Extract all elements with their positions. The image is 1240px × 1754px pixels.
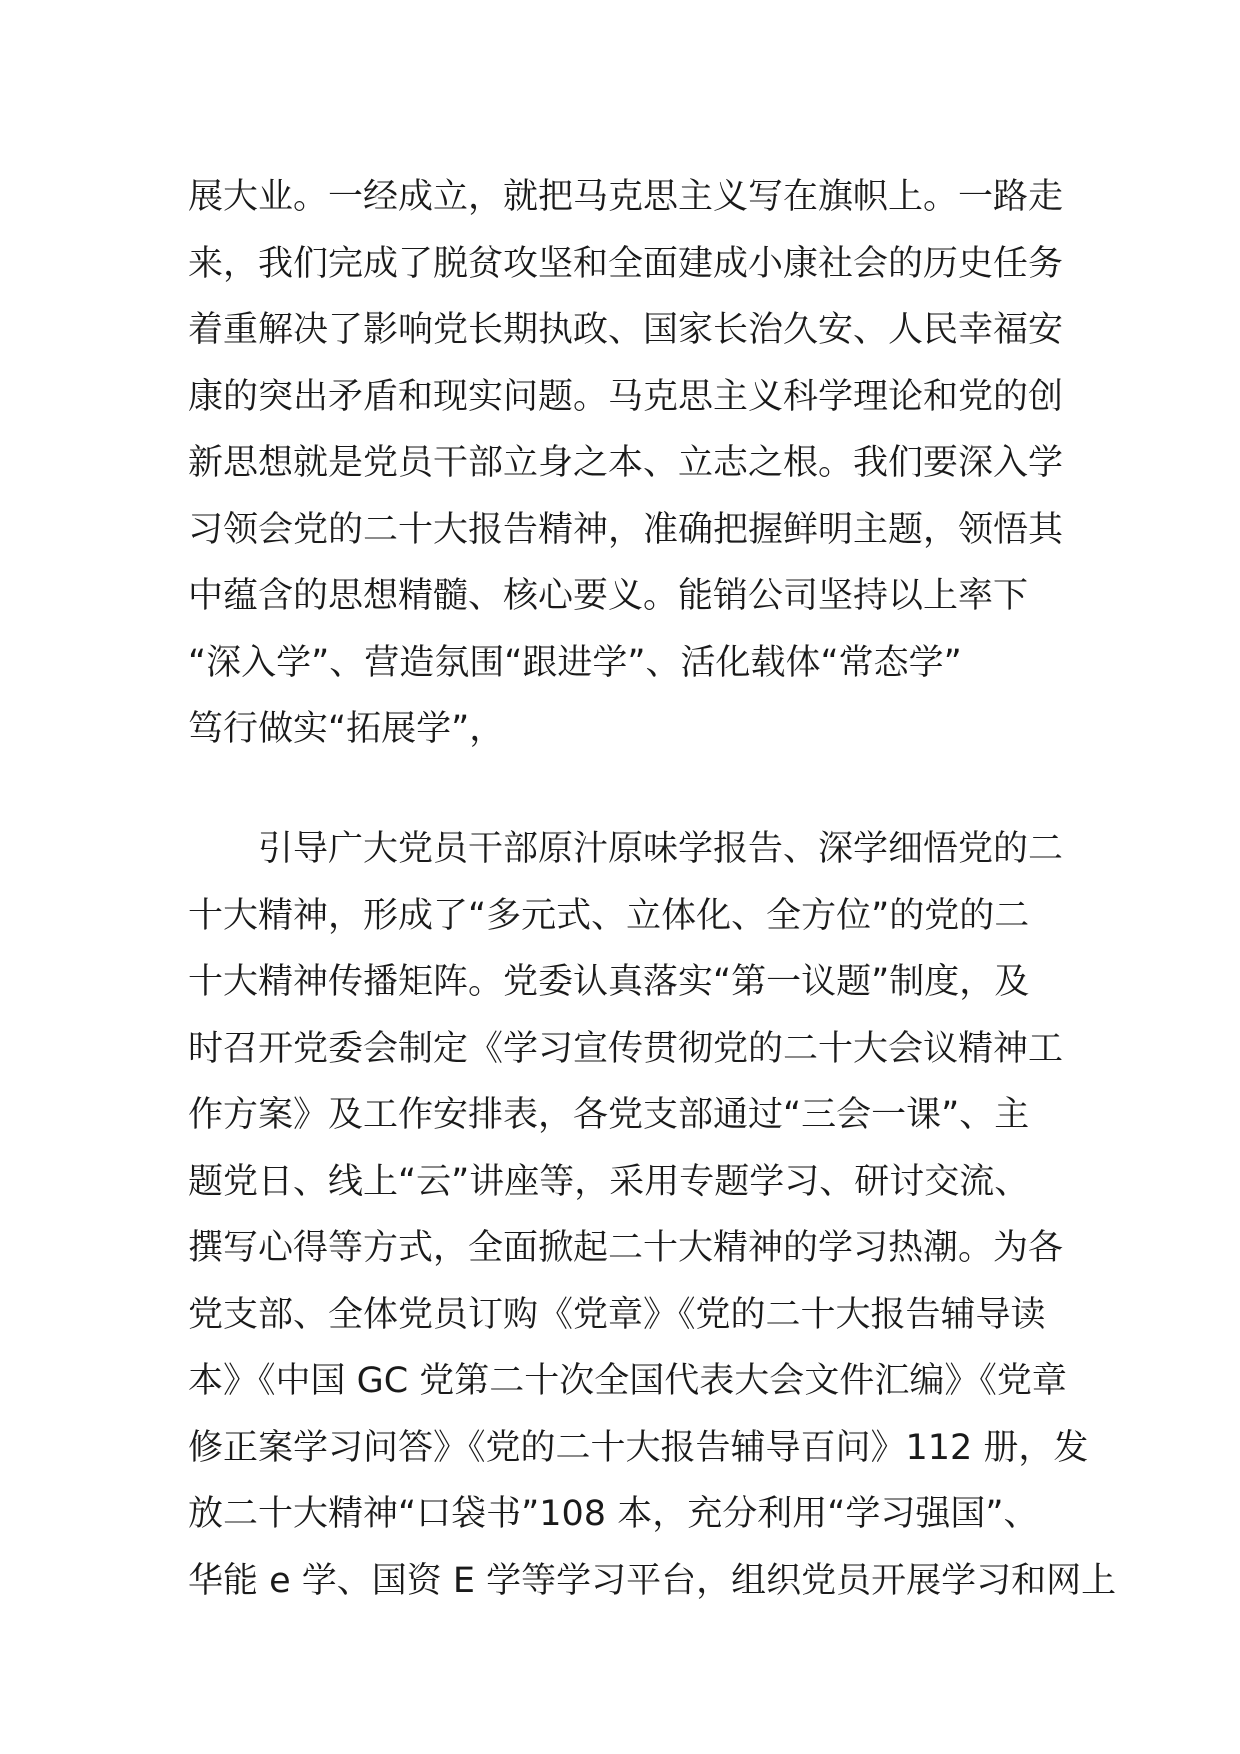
text-line: 党支部、全体党员订购《党章》《党的二十大报告辅导读	[188, 1294, 1046, 1335]
text-line: 中蕴含的思想精髓、核心要义。能销公司坚持以上率下	[188, 576, 1029, 616]
text-line: 康的突出矛盾和现实问题。马克思主义科学理论和党的创	[188, 376, 1064, 417]
text-line: 着重解决了影响党长期执政、国家长治久安、人民幸福安	[188, 310, 1064, 350]
text-line: 十大精神传播矩阵。党委认真落实“第一议题”制度，及	[188, 962, 1030, 1002]
text-line: 修正案学习问答》《党的二十大报告辅导百问》112 册，发	[188, 1427, 1089, 1468]
text-line: 题党日、线上“云”讲座等，采用专题学习、研讨交流、	[188, 1161, 1030, 1202]
text-line: 笃行做实“拓展学”，	[188, 709, 505, 749]
text-line: 习领会党的二十大报告精神，准确把握鲜明主题，领悟其	[188, 509, 1064, 550]
text-line: 时召开党委会制定《学习宣传贯彻党的二十大会议精神工	[188, 1028, 1064, 1069]
text-line: 华能 e 学、国资 E 学等学习平台，组织党员开展学习和网上	[188, 1560, 1117, 1601]
text-line: 十大精神，形成了“多元式、立体化、全方位”的党的二	[188, 895, 1030, 936]
text-line: 作方案》及工作安排表，各党支部通过“三会一课”、主	[188, 1095, 1030, 1135]
paragraph-2	[188, 816, 1117, 1614]
text-line: “深入学”、营造氛围“跟进学”、活化载体“常态学”	[188, 642, 962, 683]
text-line: 本》《中国 GC 党第二十次全国代表大会文件汇编》《党章	[188, 1361, 1067, 1401]
text-line: 引导广大党员干部原汁原味学报告、深学细悟党的二	[188, 829, 1064, 869]
text-line: 放二十大精神“口袋书”108 本，充分利用“学习强国”、	[188, 1494, 1039, 1534]
text-line: 新思想就是党员干部立身之本、立志之根。我们要深入学	[188, 443, 1064, 483]
paragraph-1	[188, 164, 1068, 763]
text-line: 展大业。一经成立，就把马克思主义写在旗帜上。一路走	[188, 177, 1064, 217]
text-line: 撰写心得等方式，全面掀起二十大精神的学习热潮。为各	[188, 1228, 1064, 1268]
text-line: 来，我们完成了脱贫攻坚和全面建成小康社会的历史任务	[188, 243, 1064, 284]
